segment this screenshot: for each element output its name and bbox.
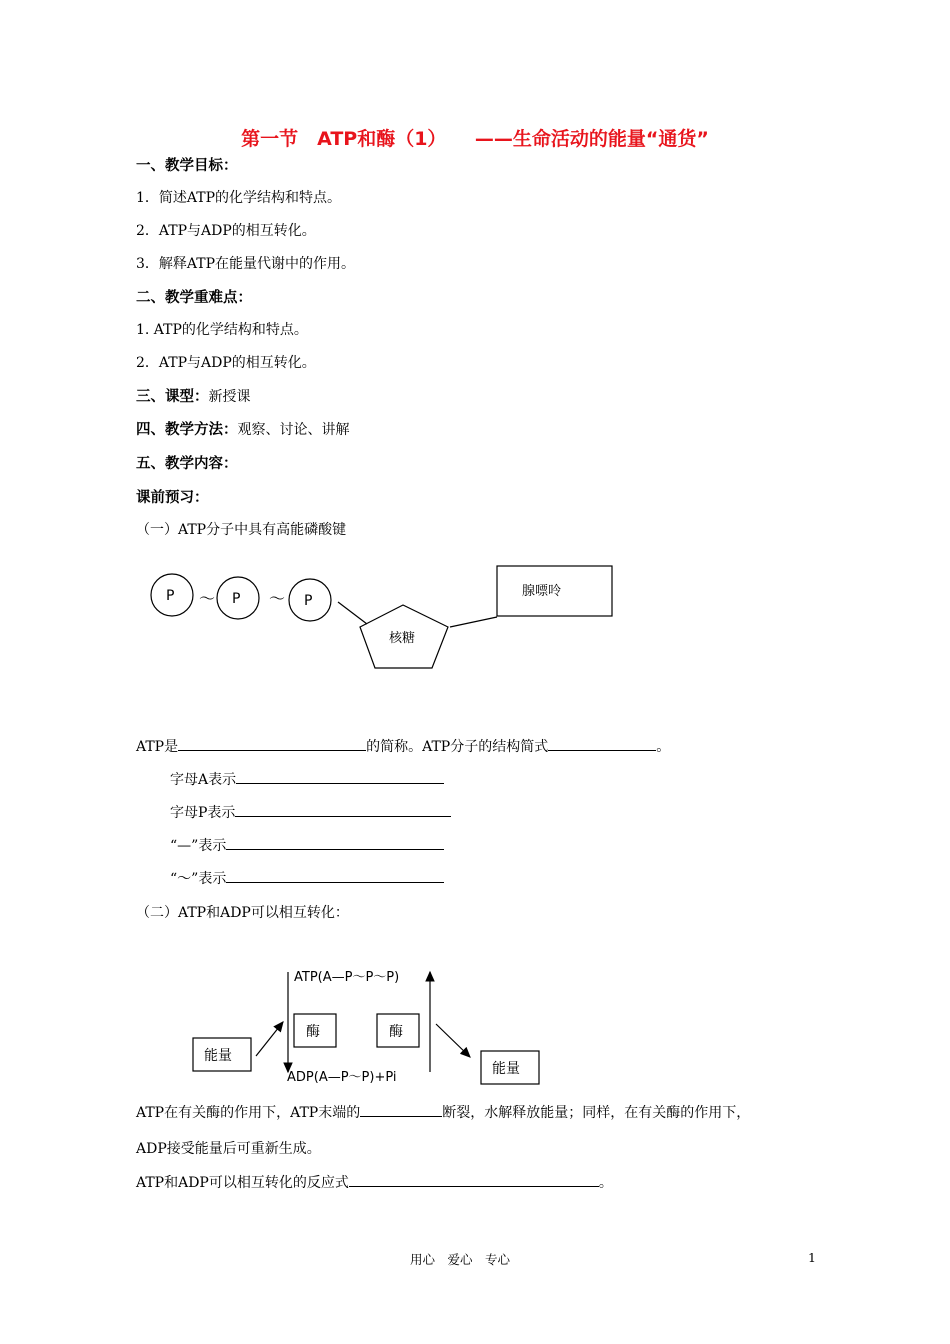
question-reaction xyxy=(136,1172,613,1192)
blank-reaction-equation[interactable] xyxy=(349,1172,599,1187)
page-title: 第一节 ATP和酶（1） ——生命活动的能量“通货” xyxy=(241,128,709,150)
reaction-end: 。 xyxy=(598,1175,613,1191)
key-point-1: 1. ATP的化学结构和特点。 xyxy=(136,322,308,338)
enzyme-label-left: 酶 xyxy=(306,1024,320,1040)
energy-label-right: 能量 xyxy=(492,1061,520,1077)
question-atp-end: 。 xyxy=(656,739,671,755)
part2-heading: （二）ATP和ADP可以相互转化： xyxy=(136,905,349,921)
ribose-label: 核糖 xyxy=(389,631,416,646)
part1-heading: （一）ATP分子中具有高能磷酸键 xyxy=(136,522,347,538)
arrow-energy-out xyxy=(436,1024,470,1057)
goals-heading: 一、教学目标： xyxy=(136,158,238,174)
goal-item-1: 1．简述ATP的化学结构和特点。 xyxy=(136,190,342,206)
lesson-type-heading: 三、课型： xyxy=(136,389,209,405)
page-number: 1 xyxy=(808,1250,816,1265)
arrow-energy-in xyxy=(256,1022,283,1056)
paragraph-hydrolysis xyxy=(136,1102,750,1122)
method-heading: 四、教学方法： xyxy=(136,422,238,438)
enzyme-label-right: 酶 xyxy=(389,1024,403,1040)
key-point-2: 2．ATP与ADP的相互转化。 xyxy=(136,355,316,371)
content-heading: 五、教学内容： xyxy=(136,456,238,472)
reaction-text: ATP和ADP可以相互转化的反应式 xyxy=(136,1175,349,1191)
question-atp-middle: 的简称。ATP分子的结构简式 xyxy=(366,739,549,755)
hydrolysis-text-a: ATP在有关酶的作用下，ATP末端的 xyxy=(136,1105,361,1121)
phosphate-label-2: P xyxy=(232,591,241,607)
energy-label-left: 能量 xyxy=(204,1048,232,1064)
preview-heading: 课前预习： xyxy=(136,490,209,506)
blank-terminal-bond[interactable] xyxy=(360,1102,442,1117)
footer-motto: 用心 爱心 专心 xyxy=(410,1252,511,1267)
question-atp-prefix: ATP是 xyxy=(136,739,179,755)
phosphate-label-1: P xyxy=(166,588,175,604)
question-tilde-label: “～”表示 xyxy=(170,871,227,887)
tilde-bond-2: ～ xyxy=(269,589,286,608)
goal-item-2: 2．ATP与ADP的相互转化。 xyxy=(136,223,316,239)
adenine-label: 腺嘌呤 xyxy=(522,584,562,599)
phosphate-label-3: P xyxy=(304,593,313,609)
atp-formula-label: ATP(A—P～P～P) xyxy=(294,970,400,985)
question-letter-a-label: 字母A表示 xyxy=(170,772,237,788)
paragraph-regeneration: ADP接受能量后可重新生成。 xyxy=(136,1141,321,1157)
question-letter-p-label: 字母P表示 xyxy=(170,805,236,821)
hydrolysis-text-b: 断裂，水解释放能量；同样，在有关酶的作用下， xyxy=(442,1105,751,1121)
key-points-heading: 二、教学重难点： xyxy=(136,290,252,306)
lesson-type-value: 新授课 xyxy=(208,389,251,405)
tilde-bond-1: ～ xyxy=(199,589,216,608)
adp-formula-label: ADP(A—P～P)+Pi xyxy=(287,1070,397,1085)
goal-item-3: 3．解释ATP在能量代谢中的作用。 xyxy=(136,256,356,272)
method-value: 观察、讨论、讲解 xyxy=(237,422,350,438)
question-dash-label: “—”表示 xyxy=(170,838,227,854)
